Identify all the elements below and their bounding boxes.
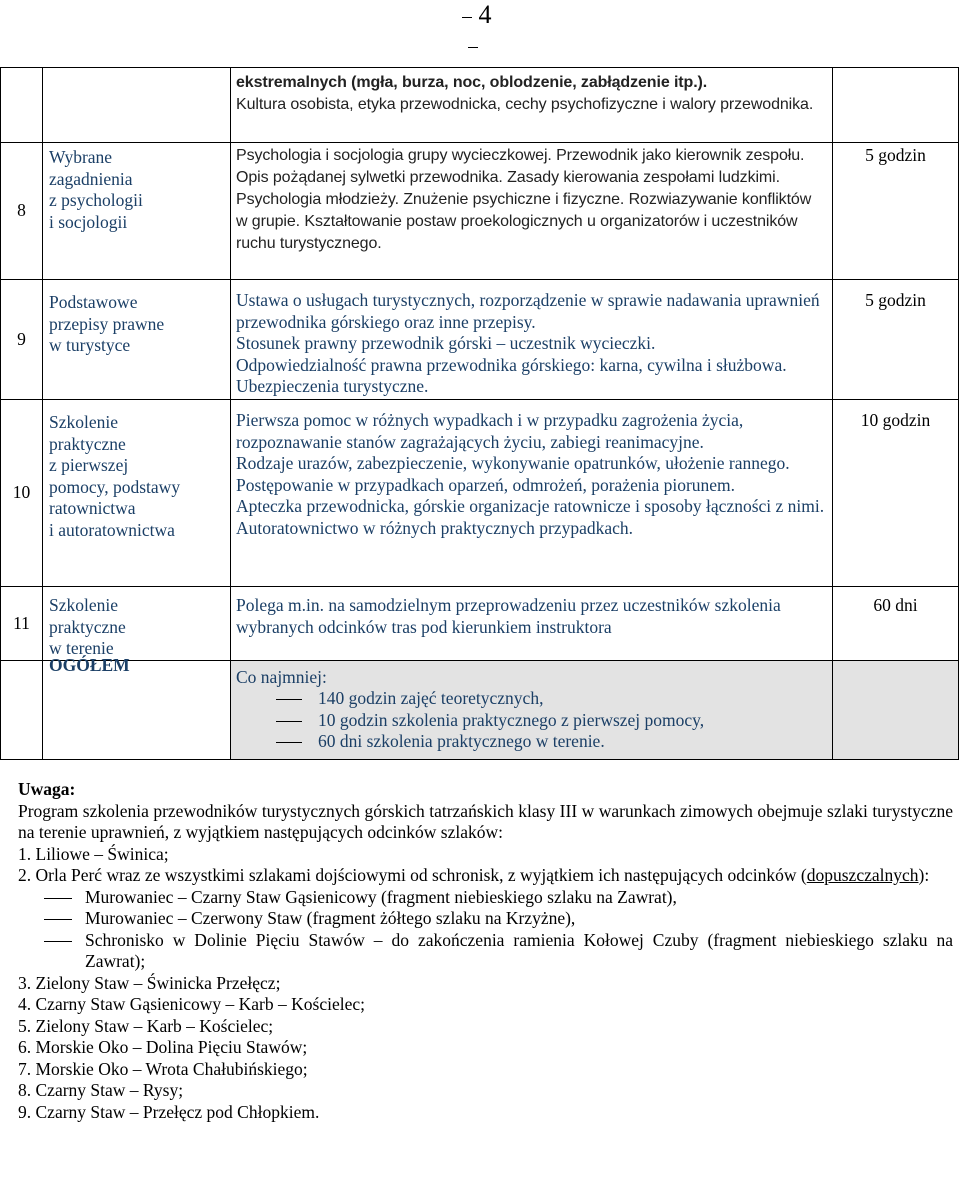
table-row	[1, 400, 959, 587]
content-cell	[231, 68, 833, 143]
list-item: 60 dni szkolenia praktycznego w terenie.	[276, 731, 825, 753]
topic-line: pomocy, podstawy	[49, 476, 181, 497]
topic-cell	[43, 587, 231, 661]
sub-list-item: Schronisko w Dolinie Pięciu Stawów – do zakończenia ramienia Kołowej Czuby (fragment niebieskiego szlaku na Zawrat);	[44, 930, 953, 973]
table-row	[1, 587, 959, 661]
list-item	[18, 865, 953, 973]
content-paragraph: Polega m.in. na samodzielnym przeprowadzeniu przez uczestników szkolenia wybranych odcinków tras pod kierunkiem instruktora	[236, 595, 781, 637]
list-item: 5. Zielony Staw – Karb – Kościelec;	[18, 1015, 274, 1036]
row-number: 11	[13, 612, 30, 633]
item2-end: ):	[918, 865, 930, 885]
row-number-cell	[1, 400, 43, 587]
row-number-cell	[1, 660, 43, 759]
topic-line: i socjologii	[49, 211, 128, 232]
content-cell	[231, 143, 833, 280]
hours-value: 10 godzin	[860, 410, 931, 430]
hours-value: 5 godzin	[865, 145, 926, 165]
topic-line: Wybrane	[49, 147, 113, 167]
table-row	[1, 143, 959, 280]
topic-line: Podstawowe	[49, 292, 138, 312]
list-item: 6. Morskie Oko – Dolina Pięciu Stawów;	[18, 1037, 308, 1057]
list-item: 3. Zielony Staw – Świnicka Przełęcz;	[18, 972, 281, 993]
topic-line: Szkolenie	[49, 412, 119, 432]
content-paragraph: Postępowanie w przypadkach oparzeń, odmrożeń, porażenia piorunem.	[236, 474, 736, 495]
list-item: 1. Liliowe – Świnica;	[18, 843, 169, 864]
item2-underlined: dopuszczalnych	[806, 865, 919, 885]
row-number-cell	[1, 587, 43, 661]
topic-line: z pierwszej	[49, 455, 129, 475]
topic-line: zagadnienia	[49, 168, 133, 189]
row-number-cell	[1, 143, 43, 280]
topic-cell	[43, 68, 231, 143]
content-paragraph: Ustawa o usługach turystycznych, rozporządzenie w sprawie nadawania uprawnień przewodnika górskiego oraz inne przepisy.	[236, 290, 820, 332]
hours-cell	[833, 587, 959, 661]
total-list	[236, 688, 825, 753]
page-number-text: 4	[478, 0, 492, 29]
content-paragraph: Apteczka przewodnicka, górskie organizacje ratownicze i sposoby łączności z nimi.	[236, 496, 825, 516]
page-number-dash-left	[462, 17, 472, 18]
list-item: 4. Czarny Staw Gąsienicowy – Karb – Kościelec;	[18, 994, 365, 1014]
table-row	[1, 280, 959, 400]
topic-line: i autoratownictwa	[49, 519, 175, 540]
total-row	[1, 660, 959, 759]
content-cell	[231, 400, 833, 587]
topic-line: praktyczne	[49, 433, 126, 454]
topic-line: w turystyce	[49, 335, 131, 355]
total-hours-cell	[833, 660, 959, 759]
sub-list-item: Murowaniec – Czarny Staw Gąsienicowy (fragment niebieskiego szlaku na Zawrat),	[44, 887, 953, 909]
note-section	[18, 779, 953, 1123]
content-paragraph: Pierwsza pomoc w różnych wypadkach i w przypadku zagrożenia życia, rozpoznawanie stanów zagrażających życiu, zabiegi reanimacyjne.	[236, 410, 744, 452]
list-item: 140 godzin zajęć teoretycznych,	[276, 688, 825, 710]
hours-cell	[833, 400, 959, 587]
topic-line: w terenie	[49, 638, 114, 658]
topic-line: ratownictwa	[49, 498, 136, 518]
topic-line: praktyczne	[49, 616, 126, 637]
total-label-cell	[43, 654, 231, 759]
topic-line: Szkolenie	[49, 595, 119, 615]
note-sub-list	[18, 887, 953, 973]
note-title: Uwaga:	[18, 779, 76, 799]
table-row	[1, 68, 959, 143]
hours-value: 60 dni	[873, 595, 918, 615]
topic-line: z psychologii	[49, 190, 143, 210]
content-paragraph: Kultura osobista, etyka przewodnicka, cechy psychofizyczne i walory przewodnika.	[236, 95, 814, 113]
content-cell	[231, 280, 833, 400]
sub-list-item: Murowaniec – Czerwony Staw (fragment żółtego szlaku na Krzyżne),	[44, 908, 953, 930]
content-paragraph: Odpowiedzialność prawna przewodnika górskiego: karna, cywilna i służbowa. Ubezpieczenia turystyczne.	[236, 354, 787, 396]
hours-cell	[833, 280, 959, 400]
content-paragraph: Autoratownictwo w różnych praktycznych przypadkach.	[236, 517, 634, 538]
row-number-cell	[1, 280, 43, 400]
page-number	[443, 0, 503, 60]
hours-cell	[833, 143, 959, 280]
page-number-dash-right	[468, 47, 478, 48]
list-item: 8. Czarny Staw – Rysy;	[18, 1080, 184, 1100]
row-number: 10	[12, 482, 31, 503]
row-number: 8	[17, 200, 26, 221]
list-item: 10 godzin szkolenia praktycznego z pierwszej pomocy,	[276, 710, 825, 732]
note-list	[18, 844, 953, 1124]
list-item: 7. Morskie Oko – Wrota Chałubińskiego;	[18, 1058, 308, 1079]
topic-line: przepisy prawne	[49, 313, 165, 334]
content-paragraph: ekstremalnych (mgła, burza, noc, oblodzenie, zabłądzenie itp.).	[236, 74, 708, 91]
total-intro: Co najmniej:	[236, 666, 327, 687]
row-number: 9	[17, 328, 26, 349]
item2-text: 2. Orla Perć wraz ze wszystkimi szlakami dojściowymi od schronisk, z wyjątkiem ich następujących odcinków (	[18, 865, 807, 885]
topic-cell	[43, 280, 231, 400]
total-label: OGÓŁEM	[49, 654, 130, 675]
topic-cell	[43, 400, 231, 587]
note-intro: Program szkolenia przewodników turystycznych górskich tatrzańskich klasy III w warunkach zimowych obejmuje szlaki turystyczne na terenie uprawnień, z wyjątkiem następujących odcinków szlaków:	[18, 800, 953, 842]
hours-value: 5 godzin	[865, 290, 926, 310]
content-paragraph: Rodzaje urazów, zabezpieczenie, wykonywanie opatrunków, ułożenie rannego.	[236, 453, 790, 473]
total-summary-cell	[231, 660, 833, 759]
content-cell	[231, 587, 833, 661]
list-item: 9. Czarny Staw – Przełęcz pod Chłopkiem.	[18, 1101, 320, 1122]
program-table	[0, 67, 959, 760]
hours-cell	[833, 68, 959, 143]
row-number-cell	[1, 68, 43, 143]
content-paragraph: Stosunek prawny przewodnik górski – uczestnik wycieczki.	[236, 333, 656, 353]
topic-cell	[43, 143, 231, 280]
content-paragraph: Psychologia i socjologia grupy wycieczkowej. Przewodnik jako kierownik zespołu. Opis pożądanej sylwetki przewodnika. Zasady kierowania zespołami ludzkimi. Psychologia młodzieży. Znużenie psychiczne i fizyczne. Rozwiazywanie konfliktów w grupie. Kształtowanie postaw proekologicznych u organizatorów i uczestników ruchu turystycznego.	[236, 147, 812, 252]
